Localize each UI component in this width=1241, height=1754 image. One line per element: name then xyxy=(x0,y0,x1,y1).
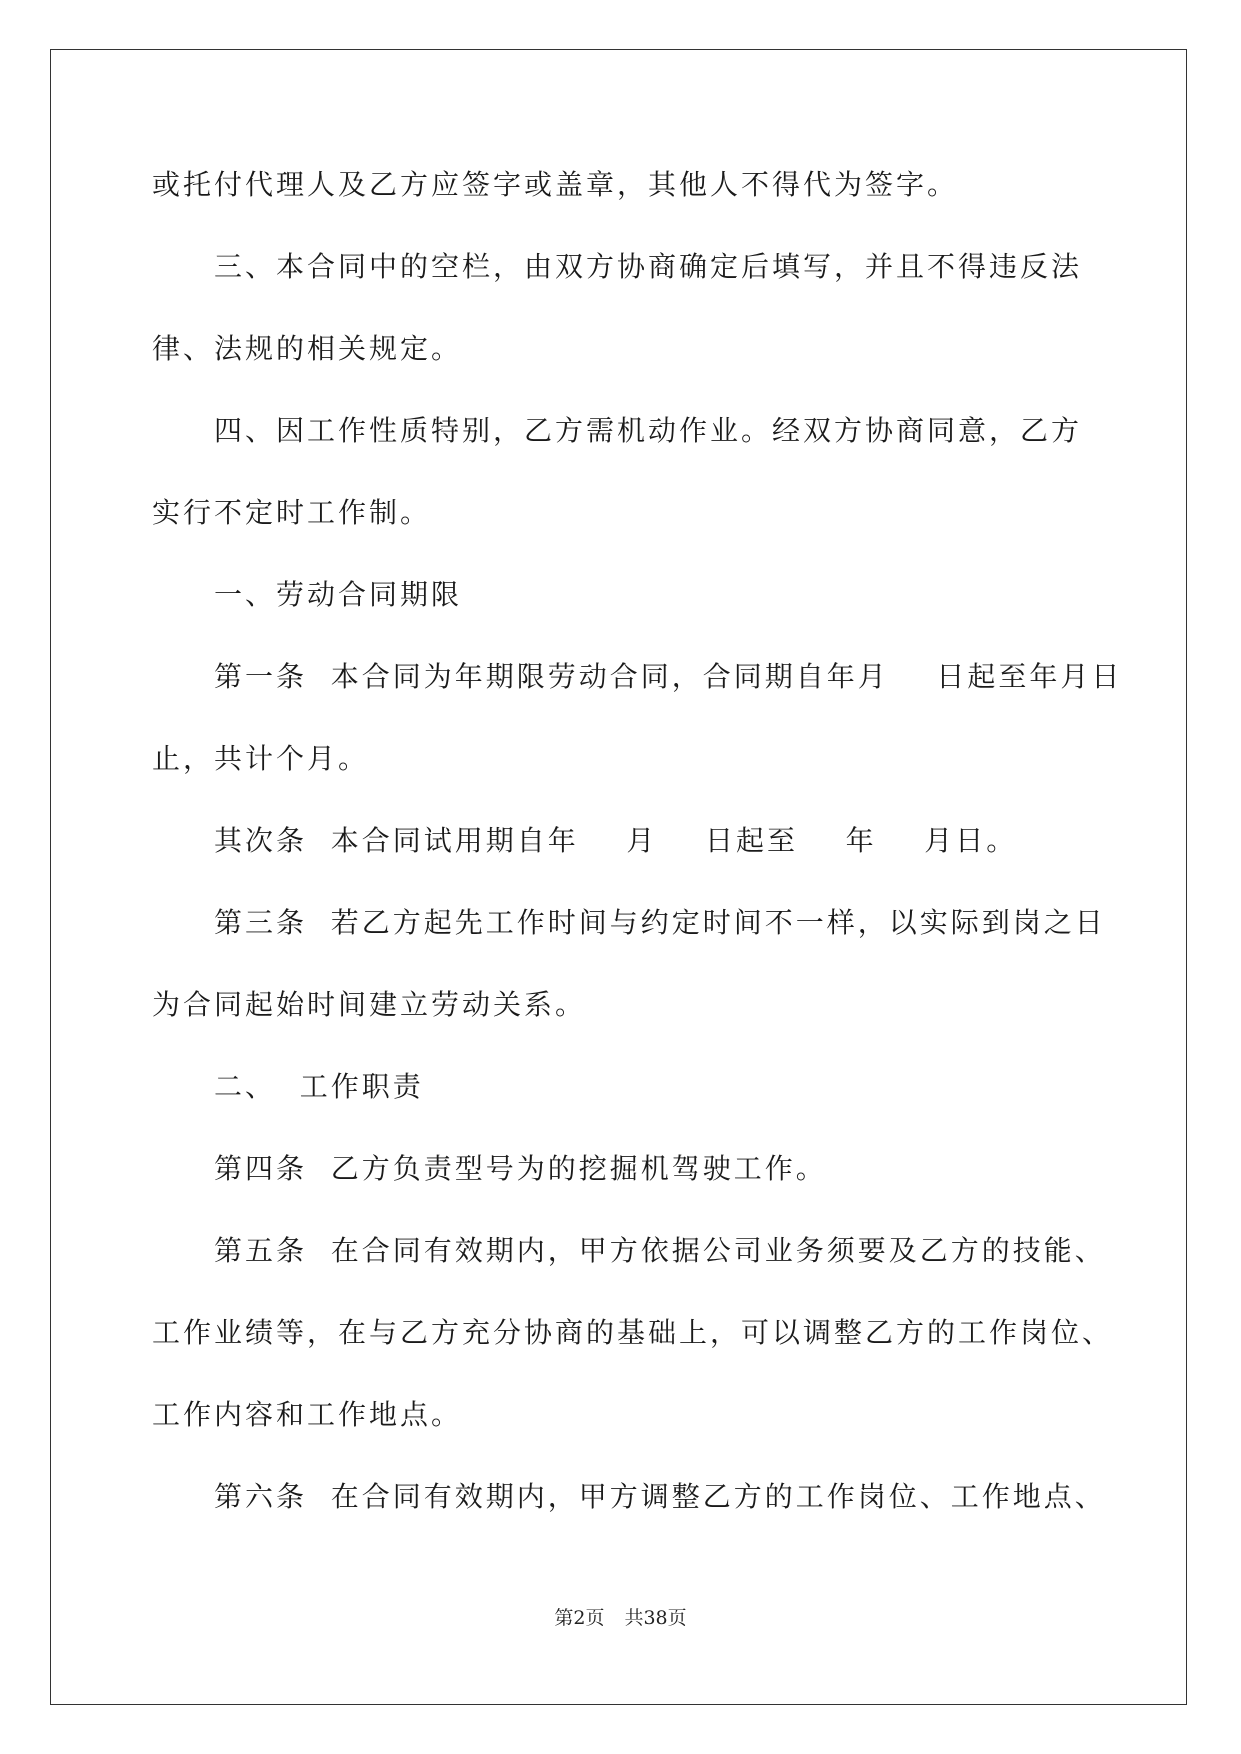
text-line: 其次条 本合同试用期自年 月 日起至 年 月日。 xyxy=(214,824,1018,857)
text-line: 工作业绩等，在与乙方充分协商的基础上，可以调整乙方的工作岗位、 xyxy=(152,1316,1114,1349)
section-heading: 二、 工作职责 xyxy=(214,1070,424,1103)
text-line: 四、因工作性质特别，乙方需机动作业。经双方协商同意，乙方 xyxy=(214,414,1083,447)
text-line: 第五条 在合同有效期内，甲方依据公司业务须要及乙方的技能、 xyxy=(214,1234,1106,1267)
text-line: 工作内容和工作地点。 xyxy=(152,1398,463,1431)
text-line: 实行不定时工作制。 xyxy=(152,496,432,529)
text-line: 第六条 在合同有效期内，甲方调整乙方的工作岗位、工作地点、 xyxy=(214,1480,1106,1513)
text-line: 或托付代理人及乙方应签字或盖章，其他人不得代为签字。 xyxy=(152,168,959,201)
section-heading: 一、劳动合同期限 xyxy=(214,578,463,611)
text-line: 第四条 乙方负责型号为的挖掘机驾驶工作。 xyxy=(214,1152,827,1185)
text-line: 止，共计个月。 xyxy=(152,742,370,775)
text-line: 为合同起始时间建立劳动关系。 xyxy=(152,988,587,1021)
page-footer xyxy=(0,1606,1241,1630)
page-number: 第2页 xyxy=(554,1607,605,1629)
text-line: 第三条 若乙方起先工作时间与约定时间不一样，以实际到岗之日 xyxy=(214,906,1106,939)
text-line: 第一条 本合同为年期限劳动合同，合同期自年月 日起至年月日 xyxy=(214,660,1123,693)
page-total: 共38页 xyxy=(624,1607,687,1629)
text-line: 三、本合同中的空栏，由双方协商确定后填写，并且不得违反法 xyxy=(214,250,1083,283)
text-line: 律、法规的相关规定。 xyxy=(152,332,463,365)
document-body xyxy=(152,168,1123,1514)
